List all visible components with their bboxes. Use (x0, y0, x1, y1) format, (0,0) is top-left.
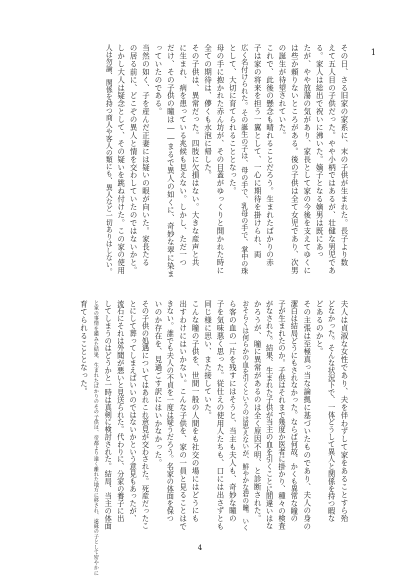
text-column: の居る前に、どこぞの異人と情を交わしていたのではないかと。 (129, 44, 139, 275)
text-column: る。家人は総出で祝いに沸いた。嫡子となる嫡男は既にあっ (315, 44, 325, 259)
text-column: きない。誰でも夫人の不貞を一度は疑うだろう。名家の体面を保つ (166, 300, 176, 522)
text-column: っていたのである。 (153, 44, 163, 116)
text-column: 全ての期待は、儚くも水泡に帰した。 (203, 44, 213, 180)
text-column: 夫人は貞淑な女性であり、夫を伴わずして家をあることすら殆 (340, 300, 349, 523)
text-column: 広く名付けられた。その誕生の子は、母の手で、乳母の手で、掌中の珠 (240, 44, 249, 275)
text-column: に生まれ、病を患っている兆候も見えない。しかし、ただ一つ (178, 44, 188, 267)
text-column: 子を気味悪く思った。従仕えの使用人たちも、口には出さずとも (215, 300, 225, 531)
text-column: 出すわけにはいかない。こんな子供を、家の一員と見ることはで (178, 300, 188, 531)
text-column: と家の事情を鑑みた結果、生まれたばかりのその子供は、帝都より遠く離れた地方に移され、遠縁の子として密やかに (92, 300, 99, 576)
text-column: しかし大人は疑念として、その疑いを跳ね付けた。この家の使用 (116, 44, 126, 275)
text-column: 潔白は結局どうにもされなかった。ならば何故、かくも異常な瞳の (290, 300, 300, 522)
text-column: その主張は至極真っ当な論拠に基づいたものであり、夫人の身の (302, 300, 312, 531)
upper-text-block (102, 44, 350, 280)
text-column: 子は家の将来を担う一翼として、一心に期待を掛けられ、両 (253, 44, 263, 259)
text-column: いのか存在を、見過ごす訳にはいかなかった。 (153, 300, 163, 467)
text-column: 人は勿論、関係を持つ商人や客人の類にも、異人など一切ありはしない。 (104, 44, 113, 275)
text-column: その日、さる旧家の家系に、末の子供が生まれた。長子より数 (340, 44, 349, 267)
text-column: 流石にそれは外聞が悪いと見送られた。代わりに、分家の養子に出 (116, 300, 126, 522)
text-column: こんな瞳の子供を、世間一般の人間をも社交の場にはどうにも (191, 300, 201, 523)
text-column: これで、此後の懸念も晴れることだろう。生まれたばかりの赤 (265, 44, 275, 267)
chapter-number: 1 (370, 48, 376, 57)
text-column: ら客の血の一片を残すにはそうと、当主も夫人も、奇妙な瞳の (228, 300, 238, 523)
text-column: とにして葬ってしまえばいいのではないかという意見もあったが、 (129, 300, 139, 522)
text-column: として、大切に育てられることとなった。 (228, 44, 238, 196)
text-column: がなされた。結果、生まれた子供が当主の血を引くことに間違いはな (265, 300, 275, 530)
text-column: かろうが、瞳に異常があるのは全く原因不明、と診断された。 (253, 300, 263, 523)
lower-text-block (77, 300, 350, 576)
text-column: だけ、その子供の瞳は――まるで異人の如くに、奇妙な翠に染ま (166, 44, 176, 278)
text-column: 同じ様に思い、また接していた。 (203, 300, 213, 420)
text-column: おそらくは何らかの血を引くというのは思えないが、鮮やかな碧の瞳。いく (240, 300, 249, 532)
text-column: 育てられることとなった。 (79, 300, 89, 396)
text-column: 母の手に抱かれた赤ん坊が、その目蓋がゆっくりと開かれた時に (215, 44, 225, 275)
text-column: の誕生が待望されていた。 (277, 44, 287, 140)
text-column: その子供の処遇についてはあれこれ意見が交わされた。死産だったこ (141, 300, 151, 530)
text-column: 当然の如く、子を産んだ正妻には疑いの眼が向いた。家長たる (141, 44, 151, 267)
text-column: その子供は、異常だった。四肢に欠損はない。大きな産声と共 (191, 44, 201, 267)
text-column: どあるのかと。 (315, 300, 325, 356)
text-column: してしまうのはどうかと一時は真剣に検討された。結局、当主の体面 (104, 300, 114, 530)
page-number: 4 (197, 544, 203, 552)
text-column: どなかった。そんな状況下で、一体どうして異人と関係を持つ暇な (327, 300, 337, 522)
text-column: 子が生まれたのか。子供はそれまで幾度か医者に掛かり、種々の検査 (277, 300, 287, 530)
text-column: えて五人目の子供だった。やや小柄ではあるが、壮健な男児であ (327, 44, 337, 275)
text-column: は些か頼りないところがある。後の子供は全て女児であり、次男 (290, 44, 300, 275)
text-column: たが、やや放蕩の気があり、家長として家の今後を支えてゆくに (302, 44, 312, 275)
